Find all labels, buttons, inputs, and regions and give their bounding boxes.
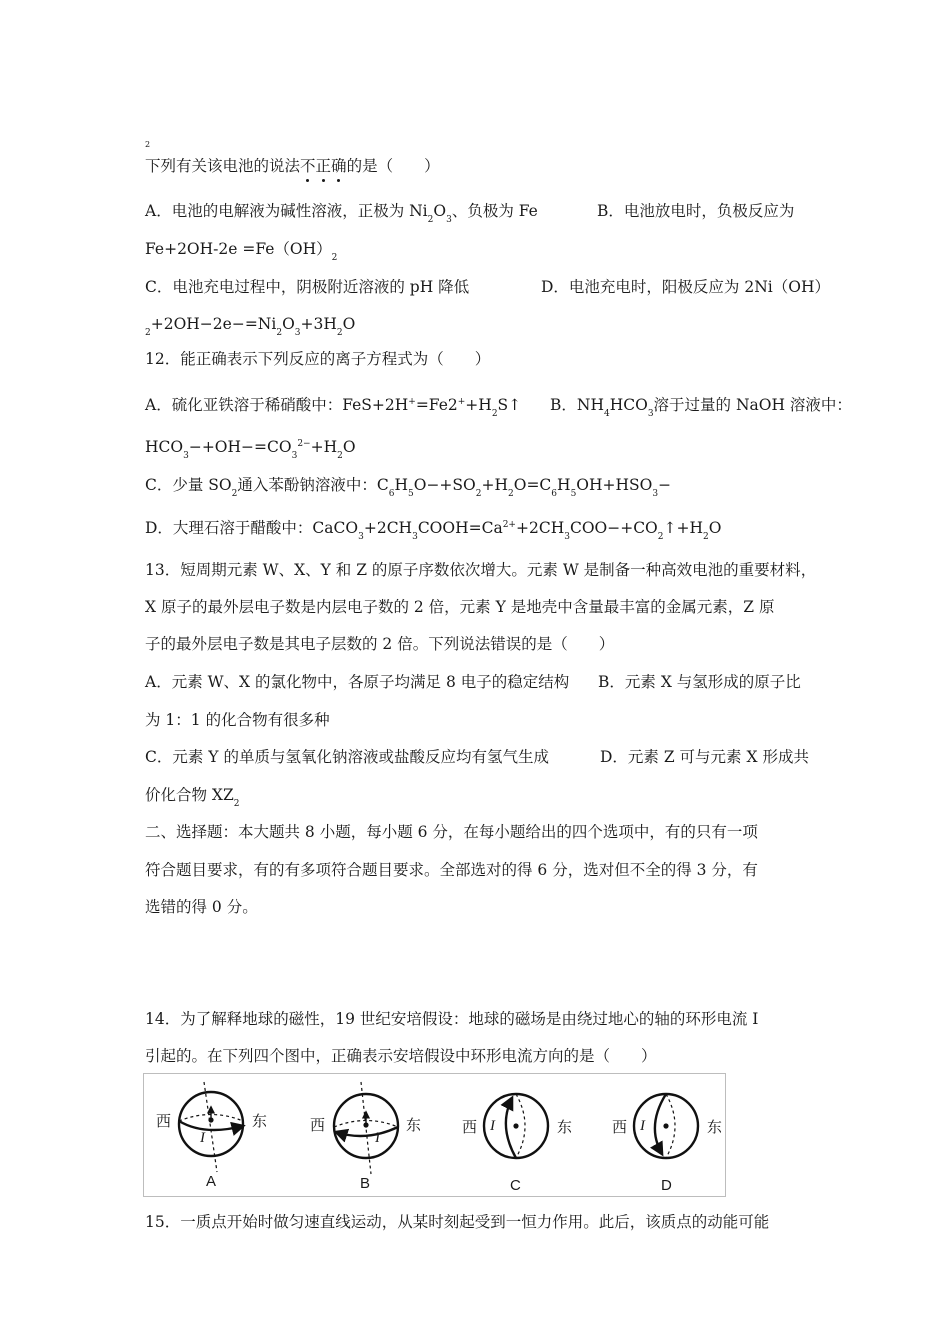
west-label-d: 西 <box>612 1119 628 1136</box>
option-label-d: D <box>661 1177 672 1194</box>
current-label-b: I <box>375 1130 380 1146</box>
east-label-a: 东 <box>252 1113 268 1130</box>
section2-line-2: 符合题目要求，有的有多项符合题目要求。全部选对的得 6 分，选对但不全的得 3 分，有 <box>145 861 758 879</box>
diagram-b <box>334 1082 398 1174</box>
option-label-a: A <box>206 1173 217 1190</box>
current-label-c: I <box>490 1118 495 1134</box>
q13-line-2: X 原子的最外层电子数是内层电子数的 2 倍，元素 Y 是地壳中含量最丰富的金属元素，Z 原 <box>145 598 775 616</box>
q12-option-c: C．少量 $SO_2$通入苯酚钠溶液中：$C_6H_5O-+SO_2+H_2O=C_6H_5OH+HSO_3-$ <box>145 476 672 499</box>
q12-option-a: A．硫化亚铁溶于稀硝酸中：$FeS+2H^+=Fe2^++H_2S↑$ <box>145 396 522 419</box>
section2-line-3: 选错的得 0 分。 <box>145 898 258 916</box>
q11-stem: 下列有关该电池的说法不正确的是（ ） <box>145 157 440 175</box>
east-label-c: 东 <box>557 1119 573 1136</box>
q12-option-b-cont: $HCO_3-+OH-=CO_3^{2-}+H_2O$ <box>145 438 356 461</box>
q14-line-1: 14．为了解释地球的磁性，19 世纪安培假设：地球的磁场是由绕过地心的轴的环形电流 I <box>145 1010 759 1028</box>
west-label-c: 西 <box>462 1119 478 1136</box>
east-label-b: 东 <box>406 1117 422 1134</box>
q11-option-d-cont: $_2+2OH-2e-=Ni_2O_3+3H_2O$ <box>145 315 356 338</box>
page-number-fragment: 2 <box>145 140 151 149</box>
q13-line-3: 子的最外层电子数是其电子层数的 2 倍。下列说法错误的是（ ） <box>145 635 615 653</box>
q13-line-1: 13．短周期元素 W、X、Y 和 Z 的原子序数依次增大。元素 W 是制备一种高效电池的重要材料， <box>145 561 817 579</box>
current-label-d: I <box>640 1118 645 1134</box>
q14-figure <box>143 1073 726 1197</box>
west-label-a: 西 <box>156 1113 172 1130</box>
q12-stem: 12．能正确表示下列反应的离子方程式为（ ） <box>145 350 491 368</box>
q13-option-c: C．元素 Y 的单质与氢氧化钠溶液或盐酸反应均有氢气生成 <box>145 748 549 766</box>
earth-diagrams <box>144 1074 727 1198</box>
east-label-d: 东 <box>707 1119 723 1136</box>
section2-line-1: 二、选择题：本大题共 8 小题，每小题 6 分，在每小题给出的四个选项中，有的只有一项 <box>145 823 758 841</box>
q13-option-d-cont: 价化合物 $XZ_2$ <box>145 786 240 809</box>
option-label-b: B <box>360 1175 371 1192</box>
q15-line-1: 15．一质点开始时做匀速直线运动，从某时刻起受到一恒力作用。此后，该质点的动能可能 <box>145 1213 770 1231</box>
option-label-c: C <box>510 1177 521 1194</box>
q14-line-2: 引起的。在下列四个图中，正确表示安培假设中环形电流方向的是（ ） <box>145 1047 657 1065</box>
q13-option-d: D．元素 Z 可与元素 X 形成共 <box>600 748 809 766</box>
current-label-a: I <box>200 1130 205 1146</box>
q11-option-b: B．电池放电时，负极反应为 <box>597 202 795 220</box>
q13-option-b: B．元素 X 与氢形成的原子比 <box>598 673 801 691</box>
q12-option-b: B．$NH_4HCO_3$溶于过量的 NaOH 溶液中： <box>550 396 852 419</box>
emphasis-char: 不 <box>300 157 316 175</box>
west-label-b: 西 <box>310 1117 326 1134</box>
emphasis-char: 确 <box>331 157 347 175</box>
q11-option-b-cont: $Fe+2OH-2e =Fe(OH)_2$ <box>145 240 338 263</box>
q12-option-d: D．大理石溶于醋酸中：$CaCO_3+2CH_3COOH=Ca^{2+}+2CH_3COO-+CO_2↑+H_2O$ <box>145 519 722 542</box>
q11-option-c: C．电池充电过程中，阴极附近溶液的 pH 降低 <box>145 278 470 296</box>
emphasis-char: 正 <box>315 157 332 175</box>
q13-option-a: A．元素 W、X 的氯化物中，各原子均满足 8 电子的稳定结构 <box>145 673 570 691</box>
q13-option-b-cont: 为 1：1 的化合物有很多种 <box>145 711 330 729</box>
q11-option-a: A．电池的电解液为碱性溶液，正极为 $Ni_2O_3$、负极为 Fe <box>145 202 538 225</box>
diagram-a <box>179 1082 243 1172</box>
q11-option-d: D．电池充电时，阳极反应为 2Ni（OH） <box>541 278 830 296</box>
